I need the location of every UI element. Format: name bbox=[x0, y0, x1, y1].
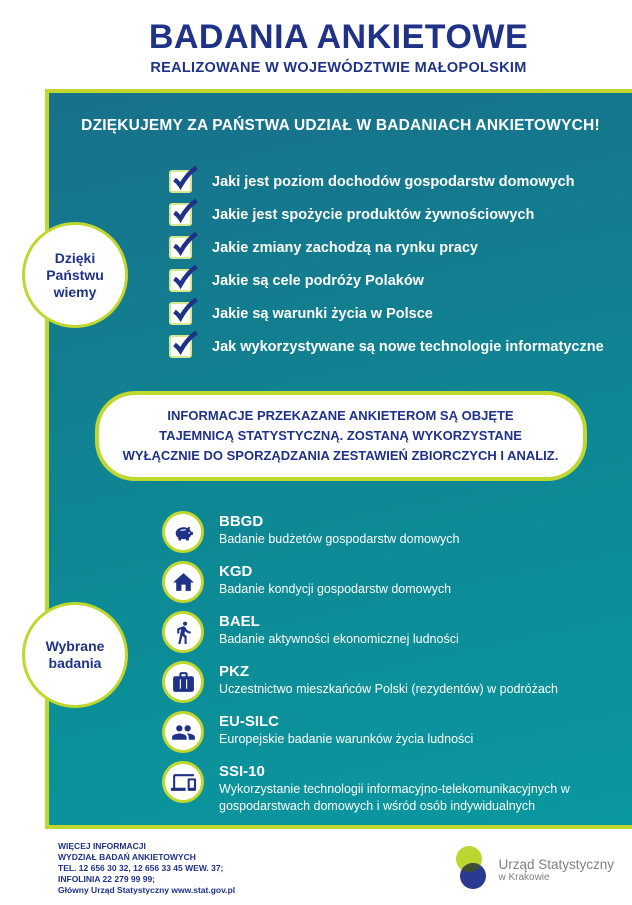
checklist-item-label: Jakie są warunki życia w Polsce bbox=[212, 305, 433, 322]
contact-line: INFOLINIA 22 279 99 99; bbox=[58, 874, 156, 884]
survey-text bbox=[219, 511, 459, 548]
badge-thanks-to-you bbox=[22, 222, 128, 328]
house-icon bbox=[162, 561, 204, 603]
page-title: BADANIA ANKIETOWE bbox=[148, 18, 529, 56]
logo-name: Urząd Statystyczny bbox=[498, 857, 614, 872]
survey-desc: Badanie kondycji gospodarstw domowych bbox=[219, 582, 452, 596]
checklist-item bbox=[169, 237, 632, 258]
checklist-item bbox=[169, 171, 632, 192]
running-person-icon bbox=[162, 611, 204, 653]
survey-text bbox=[219, 611, 459, 648]
suitcase-icon bbox=[162, 661, 204, 703]
checklist-item-label: Jakie zmiany zachodzą na rynku pracy bbox=[212, 239, 478, 256]
logo-text bbox=[498, 857, 614, 884]
checklist-item-label: Jakie są cele podróży Polaków bbox=[212, 272, 424, 289]
checklist-item bbox=[169, 336, 632, 357]
survey-desc: Uczestnictwo mieszkańców Polski (rezydentów) w podróżach bbox=[219, 682, 559, 696]
checklist-item bbox=[169, 303, 632, 324]
survey-desc: Wykorzystanie technologii informacyjno-telekomunikacyjnych w gospodarstwach domowych i wśród osób indywidualnych bbox=[219, 782, 570, 813]
devices-icon bbox=[162, 761, 204, 803]
main-panel bbox=[45, 89, 632, 829]
checklist-item-label: Jakie jest spożycie produktów żywnościowych bbox=[212, 206, 535, 223]
survey-code: BAEL bbox=[219, 613, 260, 630]
survey-item bbox=[162, 761, 632, 815]
surveys-list bbox=[162, 511, 632, 815]
contact-line: WIĘCEJ INFORMACJI bbox=[58, 841, 146, 851]
checklist bbox=[169, 171, 632, 357]
notice-line: INFORMACJE PRZEKAZANE ANKIETEROM SĄ OBJĘTE bbox=[167, 408, 514, 423]
survey-code: BBGD bbox=[219, 513, 264, 530]
notice-line: TAJEMNICĄ STATYSTYCZNĄ. ZOSTANĄ WYKORZYSTANE bbox=[159, 428, 522, 443]
checklist-item-label: Jaki jest poziom dochodów gospodarstw domowych bbox=[212, 173, 575, 190]
survey-item bbox=[162, 711, 632, 753]
survey-text bbox=[219, 711, 473, 748]
contact-line: Główny Urząd Statystyczny www.stat.gov.pl bbox=[58, 885, 236, 895]
badge-line: wiemy bbox=[53, 283, 97, 300]
badge-selected-surveys bbox=[22, 602, 128, 708]
checkbox-checked-icon bbox=[169, 302, 192, 325]
checklist-item bbox=[169, 204, 632, 225]
badge-line: badania bbox=[48, 655, 102, 671]
badge-line: Państwu bbox=[46, 266, 104, 283]
contact-line: WYDZIAŁ BADAŃ ANKIETOWYCH bbox=[58, 852, 196, 862]
survey-code: EU-SILC bbox=[219, 713, 279, 730]
survey-item bbox=[162, 561, 632, 603]
survey-item bbox=[162, 611, 632, 653]
survey-code: KGD bbox=[219, 563, 253, 580]
piggy-bank-icon bbox=[162, 511, 204, 553]
poster-heading bbox=[45, 0, 632, 76]
logo-circles-icon bbox=[452, 845, 490, 896]
contact-info bbox=[58, 841, 235, 896]
badge-line: Dzięki bbox=[54, 249, 96, 266]
statistical-office-logo bbox=[452, 845, 614, 896]
checkbox-checked-icon bbox=[169, 203, 192, 226]
panel-header-text: DZIĘKUJEMY ZA PAŃSTWA UDZIAŁ W BADANIACH ANKIETOWYCH! bbox=[81, 117, 600, 134]
checkbox-checked-icon bbox=[169, 236, 192, 259]
checkbox-checked-icon bbox=[169, 170, 192, 193]
checklist-item bbox=[169, 270, 632, 291]
confidentiality-notice bbox=[95, 391, 587, 481]
badge-line: Wybrane bbox=[45, 638, 105, 654]
notice-line: WYŁĄCZNIE DO SPORZĄDZANIA ZESTAWIEŃ ZBIORCZYCH I ANALIZ. bbox=[122, 448, 559, 463]
survey-desc: Badanie aktywności ekonomicznej ludności bbox=[219, 632, 459, 646]
survey-item bbox=[162, 511, 632, 553]
survey-text bbox=[219, 761, 604, 815]
checkbox-checked-icon bbox=[169, 269, 192, 292]
logo-sub: w Krakowie bbox=[498, 872, 550, 883]
survey-text bbox=[219, 561, 451, 598]
survey-desc: Europejskie badanie warunków życia ludności bbox=[219, 732, 474, 746]
survey-desc: Badanie budżetów gospodarstw domowych bbox=[219, 532, 460, 546]
page-subtitle: REALIZOWANE W WOJEWÓDZTWIE MAŁOPOLSKIM bbox=[150, 60, 527, 76]
survey-code: PKZ bbox=[219, 663, 249, 680]
survey-item bbox=[162, 661, 632, 703]
checklist-item-label: Jak wykorzystywane są nowe technologie informatyczne bbox=[212, 338, 604, 355]
contact-line: TEL. 12 656 30 32, 12 656 33 45 WEW. 37; bbox=[58, 863, 224, 873]
people-icon bbox=[162, 711, 204, 753]
footer bbox=[0, 829, 632, 896]
survey-text bbox=[219, 661, 558, 698]
checkbox-checked-icon bbox=[169, 335, 192, 358]
survey-code: SSI-10 bbox=[219, 763, 265, 780]
